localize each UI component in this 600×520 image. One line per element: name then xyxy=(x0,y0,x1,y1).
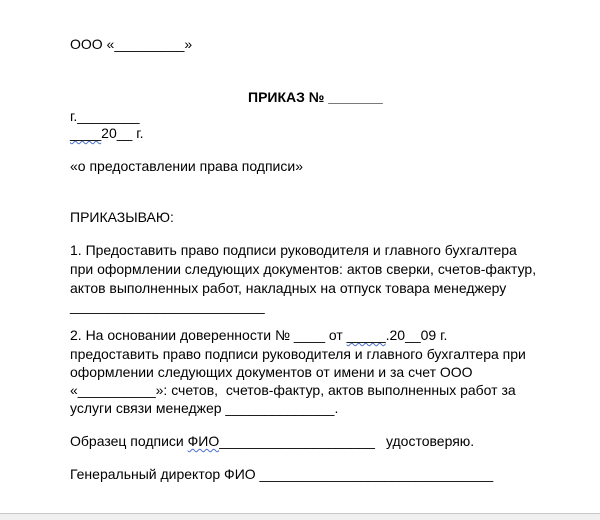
signature-sample-line xyxy=(70,432,474,450)
date-rest: 20__ г. xyxy=(101,125,144,141)
date-day-blank: ____ xyxy=(70,125,102,141)
signature-blank: ____________________ xyxy=(219,433,375,449)
date-line xyxy=(70,124,143,142)
item1-line3: актов выполненных работ, накладных на отпуск товара менеджеру xyxy=(70,280,507,296)
order-word: ПРИКАЗЫВАЮ: xyxy=(70,209,174,225)
city-line: г.________ xyxy=(70,108,140,124)
window-bottom-strip xyxy=(0,514,600,520)
director-line: Генеральный директор ФИО ______________________________ xyxy=(70,466,494,482)
item2-line5: услуги связи менеджер ______________. xyxy=(70,400,339,416)
signature-fio: ФИО xyxy=(187,433,220,449)
item2-date-blank: _____ xyxy=(346,327,386,343)
item1-line2: при оформлении следующих документов: актов сверки, счетов-фактур, xyxy=(70,261,537,277)
item2-line1-start: 2. На основании доверенности № ____ от xyxy=(70,327,347,343)
item1-manager-blank: _________________________ xyxy=(70,298,265,314)
item2-line2: предоставить право подписи руководителя и главного бухгалтера при xyxy=(70,346,526,362)
organization-line: ООО «_________» xyxy=(70,36,193,52)
order-title: ПРИКАЗ № _______ xyxy=(248,89,383,105)
order-subject: «о предоставлении права подписи» xyxy=(70,158,303,174)
item2-line4: «__________»: счетов, счетов-фактур, актов выполненных работ за xyxy=(70,382,516,398)
item2-line3: оформлении следующих документов от имени и за счет ООО xyxy=(70,364,473,380)
signature-sample-label: Образец подписи xyxy=(70,433,188,449)
signature-certify: удостоверяю. xyxy=(385,433,475,449)
item2-line1 xyxy=(70,326,447,344)
item1-line1: 1. Предоставить право подписи руководителя и главного бухгалтера xyxy=(70,242,517,258)
item2-line1-end: .20__09 г. xyxy=(385,327,448,343)
